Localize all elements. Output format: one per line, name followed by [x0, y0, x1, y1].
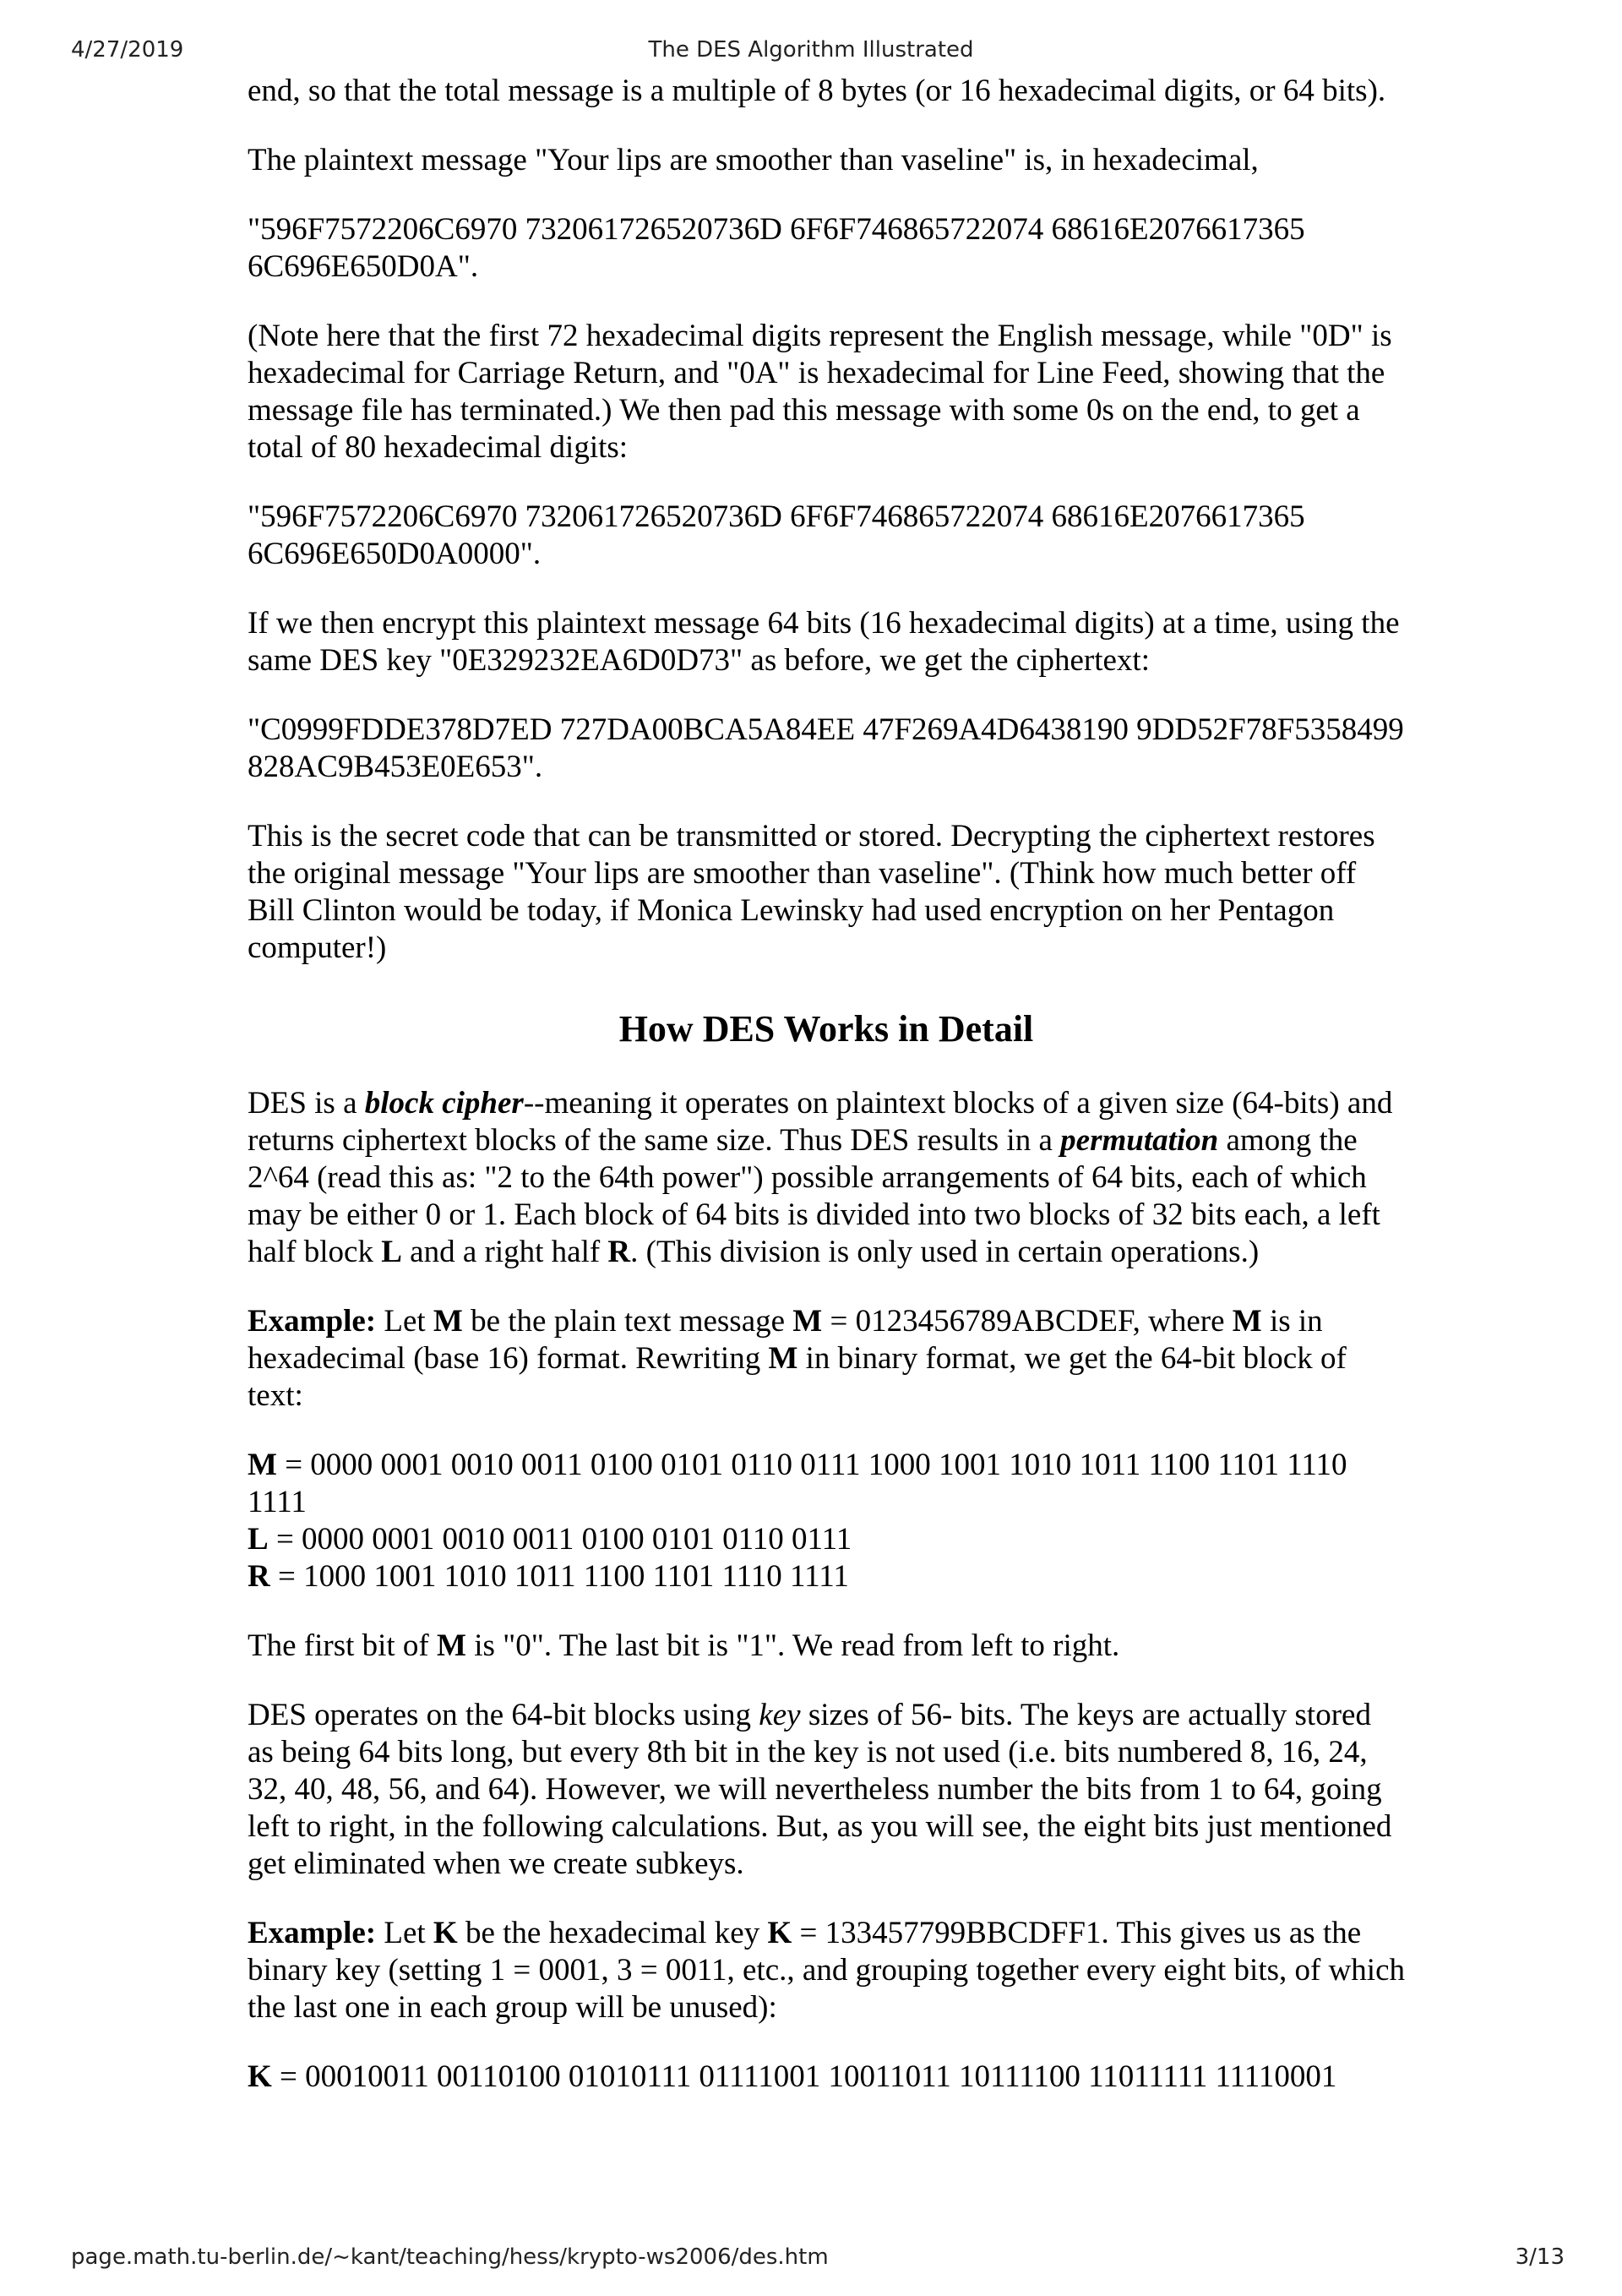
binary-M: M = 0000 0001 0010 0011 0100 0101 0110 0111 1000 1001 1010 1011 1100 1101 1110 1111	[248, 1448, 1347, 1519]
paragraph-key-sizes: DES operates on the 64-bit blocks using key sizes of 56- bits. The keys are actually stored as being 64 bits long, but every 8th bit in the key is not used (i.e. bits numbered 8, 16, 24, 32, 40, 48, 56, and 64). However, we will nevertheless number the bits from 1 to 64, going left to right, in the following calculations. But, as you will see, the eight bits just mentioned get eliminated when we create subkeys.	[248, 1698, 1392, 1881]
paragraph-block-cipher: DES is a block cipher--meaning it operates on plaintext blocks of a given size (64-bits) and returns ciphertext blocks of the same size. Thus DES results in a permutation among the 2^64 (read this as: "2 to the 64th power") possible arrangements of 64 bits, each of which may be either 0 or 1. Each block of 64 bits is divided into two blocks of 32 bits each, a left half block L and a right half R. (This division is only used in certain operations.)	[248, 1086, 1393, 1269]
print-page-title: The DES Algorithm Illustrated	[648, 37, 974, 63]
print-url: page.math.tu-berlin.de/~kant/teaching/hess/krypto-ws2006/des.htm	[71, 2244, 829, 2270]
binary-L: L = 0000 0001 0010 0011 0100 0101 0110 0111	[248, 1522, 852, 1557]
paragraph-hex-message: "596F7572206C6970 732061726520736D 6F6F746865722074 68616E2076617365 6C696E650D0A".	[248, 212, 1305, 284]
paragraph-encrypt: If we then encrypt this plaintext message 64 bits (16 hexadecimal digits) at a time, using the same DES key "0E329232EA6D0D73" as before, we get the ciphertext:	[248, 606, 1400, 678]
example-label: Example:	[248, 1916, 377, 1950]
paragraph-padded-hex: "596F7572206C6970 732061726520736D 6F6F746865722074 68616E2076617365 6C696E650D0A0000".	[248, 499, 1305, 571]
paragraph-note-padding: (Note here that the first 72 hexadecimal digits represent the English message, while "0D" is hexadecimal for Carriage Return, and "0A" is hexadecimal for Line Feed, showing that the message file has terminated.) We then pad this message with some 0s on the end, to get a total of 80 hexadecimal digits:	[248, 319, 1392, 465]
paragraph-example-key: Example: Let K be the hexadecimal key K = 133457799BBCDFF1. This gives us as the binary key (setting 1 = 0001, 3 = 0011, etc., and grouping together every eight bits, of which the last one in each group will be unused):	[248, 1916, 1406, 2025]
binary-blocks	[248, 1447, 1405, 1595]
term-permutation: permutation	[1060, 1123, 1219, 1158]
print-date: 4/27/2019	[71, 37, 184, 63]
document-body	[248, 73, 1405, 2128]
paragraph-ciphertext: "C0999FDDE378D7ED 727DA00BCA5A84EE 47F269A4D6438190 9DD52F78F5358499 828AC9B453E0E653".	[248, 712, 1404, 784]
term-key: key	[759, 1698, 801, 1732]
binary-R: R = 1000 1001 1010 1011 1100 1101 1110 1111	[248, 1559, 849, 1594]
paragraph-plaintext-message: The plaintext message "Your lips are smoother than vaseline" is, in hexadecimal,	[248, 143, 1259, 177]
paragraph-secret-code: This is the secret code that can be transmitted or stored. Decrypting the ciphertext restores the original message "Your lips are smoother than vaseline". (Think how much better off Bill Clinton would be today, if Monica Lewinsky had used encryption on her Pentagon computer!)	[248, 819, 1375, 965]
print-page-number: 3/13	[1515, 2244, 1565, 2270]
example-label: Example:	[248, 1304, 377, 1339]
paragraph-example-message: Example: Let M be the plain text message M = 0123456789ABCDEF, where M is in hexadecimal (base 16) format. Rewriting M in binary format, we get the 64-bit block of text:	[248, 1304, 1347, 1413]
paragraph-bit-order: The first bit of M is "0". The last bit is "1". We read from left to right.	[248, 1628, 1120, 1663]
section-heading: How DES Works in Detail	[618, 1008, 1034, 1050]
term-block-cipher: block cipher	[364, 1086, 524, 1121]
paragraph-padding-intro: end, so that the total message is a multiple of 8 bytes (or 16 hexadecimal digits, or 64 bits).	[248, 74, 1386, 108]
binary-key: K = 00010011 00110100 01010111 01111001 10011011 10111100 11011111 11110001	[248, 2059, 1337, 2094]
